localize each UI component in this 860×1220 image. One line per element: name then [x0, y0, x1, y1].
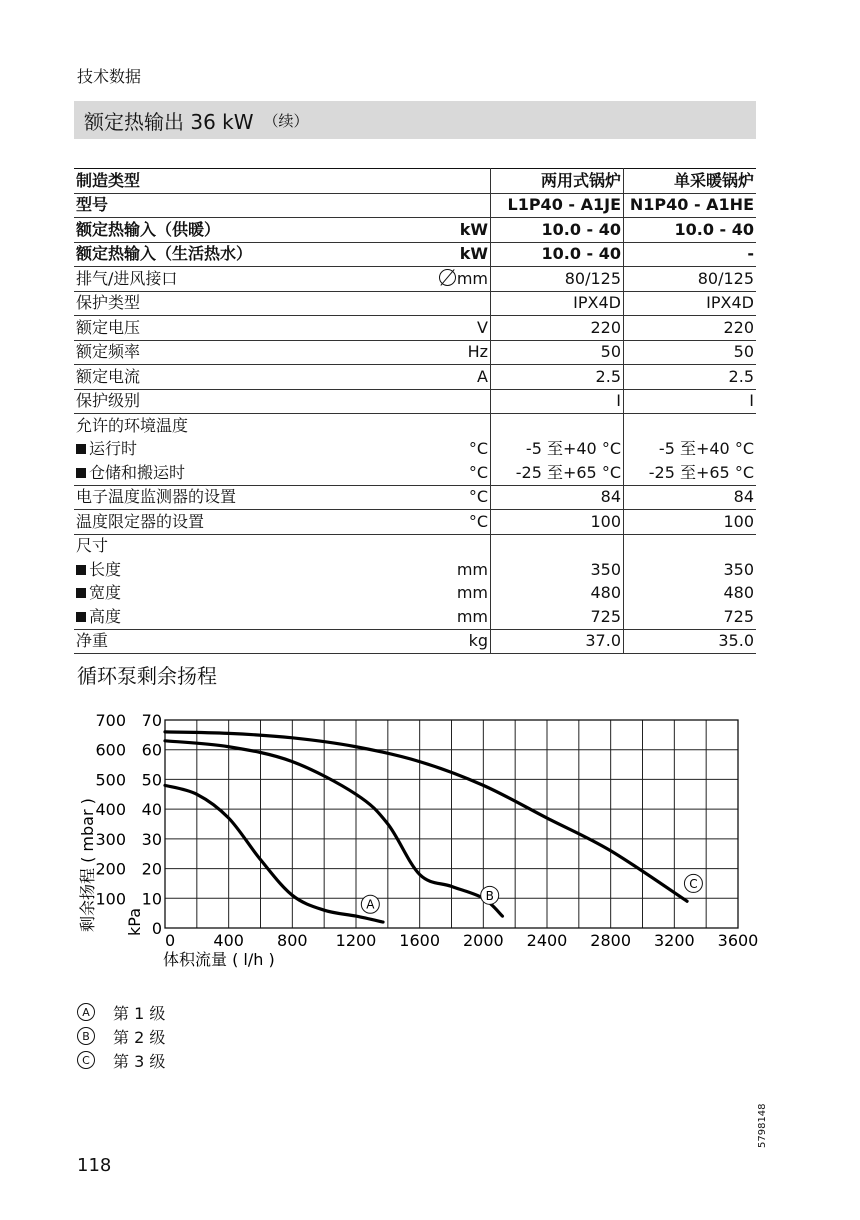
spec-row: [74, 316, 756, 341]
spec-label: [74, 389, 386, 414]
spec-value-heating: 84: [733, 487, 754, 507]
spec-row: [74, 340, 756, 365]
spec-label-text: 允许的环境温度: [76, 415, 189, 435]
legend-mark: A: [77, 1003, 95, 1021]
spec-row: [74, 605, 756, 629]
spec-row: [74, 582, 756, 606]
spec-value-heating: 350: [723, 559, 754, 579]
pump-head-chart: [0, 700, 860, 980]
spec-value-heating: 80/125: [697, 268, 754, 288]
page-subtitle: （续）: [263, 111, 309, 130]
legend-text: 第 3 级: [113, 1051, 166, 1071]
spec-row: [74, 389, 756, 414]
diameter-icon: [439, 269, 456, 286]
spec-row: [74, 510, 756, 535]
legend-item: [77, 1024, 165, 1048]
spec-unit: [386, 461, 491, 485]
chart-title: 循环泵剩余扬程: [77, 664, 217, 688]
spec-value-heating: [624, 534, 757, 558]
spec-value-combi: 10.0 - 40: [491, 218, 624, 243]
spec-unit-text: °C: [468, 511, 488, 531]
x-tick-label: 1600: [399, 931, 441, 950]
spec-label: [74, 218, 386, 243]
x-tick-label: 0: [165, 931, 176, 950]
curve-marker-c: [684, 874, 702, 892]
spec-label-text: 仓储和搬运时: [89, 462, 186, 482]
chart-legend: [77, 1000, 165, 1072]
spec-value-heating: N1P40 - A1HE: [629, 195, 754, 215]
chart-markers: [361, 874, 702, 913]
legend-item: [77, 1000, 165, 1024]
spec-label: [74, 438, 386, 462]
bullet-square-icon: [76, 444, 86, 454]
spec-label: [74, 242, 386, 267]
spec-label: [74, 267, 386, 292]
x-tick-label: 2800: [590, 931, 632, 950]
spec-label: [74, 510, 386, 535]
y-tick-label-kpa: 20: [141, 859, 162, 879]
spec-value-heating: 10.0 - 40: [674, 219, 754, 239]
spec-value-heating: -25 至+65 °C: [648, 462, 754, 482]
spec-label-text: 额定电流: [76, 366, 141, 386]
spec-value-heating: 725: [723, 606, 754, 626]
spec-unit: [386, 414, 491, 438]
spec-label: [74, 291, 386, 316]
spec-label-text: 型号: [76, 195, 109, 215]
y-tick-label-kpa: 60: [141, 740, 162, 760]
spec-unit: [386, 242, 491, 267]
spec-value-heating: -5 至+40 °C: [658, 439, 754, 459]
spec-value-combi: 80/125: [491, 267, 624, 292]
spec-label: [74, 169, 386, 194]
spec-label: [74, 365, 386, 390]
spec-value-combi: 725: [491, 605, 624, 629]
y-tick-label-kpa: 40: [141, 800, 162, 820]
spec-unit: [386, 438, 491, 462]
y-tick-label-mbar: 200: [95, 859, 126, 879]
spec-unit-text: Hz: [467, 342, 488, 362]
spec-row: [74, 242, 756, 267]
spec-label: [74, 582, 386, 606]
spec-value-heating: -: [747, 244, 754, 264]
spec-label-text: 保护类型: [76, 293, 141, 313]
spec-label: [74, 461, 386, 485]
bullet-square-icon: [76, 565, 86, 575]
spec-label-text: 高度: [89, 606, 122, 626]
spec-unit: [386, 510, 491, 535]
spec-unit-text: V: [477, 317, 488, 337]
spec-value-combi: IPX4D: [491, 291, 624, 316]
legend-text: 第 2 级: [113, 1027, 166, 1047]
spec-value-heating: 220: [723, 317, 754, 337]
legend-item: [77, 1048, 165, 1072]
spec-label: [74, 629, 386, 654]
spec-value-combi: -25 至+65 °C: [491, 461, 624, 485]
spec-row: [74, 267, 756, 292]
chart-curves: [165, 732, 687, 922]
spec-unit: [386, 267, 491, 292]
y-tick-label-mbar: 500: [95, 770, 126, 790]
spec-unit-text: mm: [456, 606, 488, 626]
spec-unit: [386, 340, 491, 365]
spec-label-text: 排气/进风接口: [76, 268, 178, 288]
spec-label: [74, 340, 386, 365]
spec-value-combi: L1P40 - A1JE: [491, 193, 624, 218]
spec-label: [74, 414, 386, 438]
spec-value-combi: 37.0: [491, 629, 624, 654]
spec-row: [74, 629, 756, 654]
spec-value-heating: 480: [723, 583, 754, 603]
y-tick-label-kpa: 10: [141, 889, 162, 909]
y-axis-label-mbar: 剩余扬程 ( mbar ): [78, 798, 97, 932]
spec-value-heating: 50: [733, 342, 754, 362]
legend-text: 第 1 级: [113, 1003, 166, 1023]
spec-value-combi: 100: [491, 510, 624, 535]
spec-value-combi: 2.5: [491, 365, 624, 390]
spec-value-combi: I: [491, 389, 624, 414]
spec-row: [74, 193, 756, 218]
spec-label-text: 电子温度监测器的设置: [76, 487, 237, 507]
spec-value-combi: [491, 534, 624, 558]
spec-label: [74, 485, 386, 510]
y-tick-label-kpa: 50: [141, 770, 162, 790]
spec-unit-text: mm: [456, 559, 488, 579]
spec-unit: [386, 485, 491, 510]
x-tick-label: 2400: [526, 931, 568, 950]
x-axis-label: 体积流量 ( l/h ): [163, 950, 275, 969]
spec-label-text: 额定热输入（生活热水）: [76, 244, 253, 264]
spec-row: [74, 438, 756, 462]
spec-row: [74, 291, 756, 316]
spec-unit-text: °C: [468, 487, 488, 507]
spec-label-text: 运行时: [89, 439, 138, 459]
y-tick-label-mbar: 600: [95, 740, 126, 760]
spec-row: [74, 218, 756, 243]
spec-unit-text: mm: [456, 268, 488, 288]
spec-unit: [386, 389, 491, 414]
spec-row: [74, 461, 756, 485]
spec-unit-text: kg: [468, 631, 488, 651]
spec-value-heating: IPX4D: [706, 293, 754, 313]
spec-unit: [386, 582, 491, 606]
page-title: 额定热输出 36 kW: [84, 109, 254, 134]
bullet-square-icon: [76, 468, 86, 478]
spec-row: [74, 169, 756, 194]
x-tick-label: 2000: [462, 931, 504, 950]
spec-value-heating: I: [749, 391, 754, 411]
spec-label-text: 温度限定器的设置: [76, 511, 205, 531]
curve-marker-a: [361, 895, 379, 913]
spec-unit-text: kW: [459, 244, 488, 264]
spec-label-text: 长度: [89, 559, 122, 579]
spec-label-text: 额定电压: [76, 317, 141, 337]
spec-value-combi: 350: [491, 558, 624, 582]
document-code: 5798148: [757, 1103, 768, 1148]
title-band: [74, 101, 756, 139]
legend-mark: B: [77, 1027, 95, 1045]
curve-marker-label: C: [689, 876, 698, 891]
spec-unit: [386, 558, 491, 582]
spec-unit: [386, 193, 491, 218]
x-tick-label: 1200: [335, 931, 377, 950]
bullet-square-icon: [76, 588, 86, 598]
spec-label: [74, 534, 386, 558]
spec-label-text: 宽度: [89, 583, 122, 603]
spec-label-text: 额定热输入（供暖）: [76, 219, 221, 239]
curve-a: [165, 785, 383, 922]
spec-value-heating: 100: [723, 511, 754, 531]
spec-row: [74, 485, 756, 510]
x-tick-label: 800: [277, 931, 308, 950]
spec-value-heating: 2.5: [728, 366, 754, 386]
spec-label-text: 制造类型: [76, 170, 141, 190]
spec-row: [74, 414, 756, 438]
spec-unit-text: mm: [456, 583, 488, 603]
spec-label-text: 额定频率: [76, 342, 141, 362]
spec-value-heating: 单采暖锅炉: [673, 170, 754, 190]
y-tick-label-kpa: 70: [141, 711, 162, 730]
spec-label-text: 尺寸: [76, 536, 109, 556]
y-tick-label-mbar: 400: [95, 800, 126, 820]
chart-ticks: [78, 711, 758, 950]
spec-label: [74, 316, 386, 341]
section-label: 技术数据: [77, 67, 142, 86]
spec-unit-text: kW: [459, 219, 488, 239]
spec-value-combi: 50: [491, 340, 624, 365]
spec-unit: [386, 218, 491, 243]
spec-unit: [386, 316, 491, 341]
spec-label: [74, 605, 386, 629]
spec-label: [74, 558, 386, 582]
spec-value-heating: [624, 414, 757, 438]
y-axis-label-kpa: kPa: [125, 908, 144, 936]
spec-label: [74, 193, 386, 218]
spec-row: [74, 365, 756, 390]
x-tick-label: 3600: [717, 931, 759, 950]
spec-unit: [386, 291, 491, 316]
y-tick-label-mbar: 300: [95, 829, 126, 849]
spec-unit-text: A: [477, 366, 488, 386]
legend-mark: C: [77, 1051, 95, 1069]
spec-label-text: 保护级别: [76, 391, 141, 411]
y-tick-label-mbar: 700: [95, 711, 126, 730]
curve-marker-label: B: [485, 888, 494, 903]
spec-value-combi: -5 至+40 °C: [491, 438, 624, 462]
spec-unit: [386, 605, 491, 629]
spec-unit: [386, 365, 491, 390]
spec-unit: [386, 534, 491, 558]
page-number: 118: [77, 1155, 112, 1176]
spec-unit-text: °C: [468, 462, 488, 482]
spec-value-combi: 84: [491, 485, 624, 510]
y-tick-label-kpa: 30: [141, 829, 162, 849]
spec-unit: [386, 169, 491, 194]
spec-row: [74, 558, 756, 582]
curve-c: [165, 732, 687, 901]
spec-unit: [386, 629, 491, 654]
spec-row: [74, 534, 756, 558]
x-tick-label: 3200: [653, 931, 695, 950]
y-tick-label-kpa: 0: [151, 919, 162, 938]
curve-marker-b: [481, 886, 499, 904]
spec-label-text: 净重: [76, 631, 109, 651]
x-tick-label: 400: [213, 931, 244, 950]
spec-value-combi: 220: [491, 316, 624, 341]
spec-value-heating: 35.0: [718, 631, 754, 651]
bullet-square-icon: [76, 612, 86, 622]
spec-value-combi: 480: [491, 582, 624, 606]
spec-value-combi: 10.0 - 40: [491, 242, 624, 267]
spec-table: [74, 168, 756, 654]
spec-value-combi: 两用式锅炉: [491, 169, 624, 194]
spec-unit-text: °C: [468, 439, 488, 459]
spec-value-combi: [491, 414, 624, 438]
y-tick-label-mbar: 100: [95, 889, 126, 909]
curve-marker-label: A: [366, 897, 375, 912]
